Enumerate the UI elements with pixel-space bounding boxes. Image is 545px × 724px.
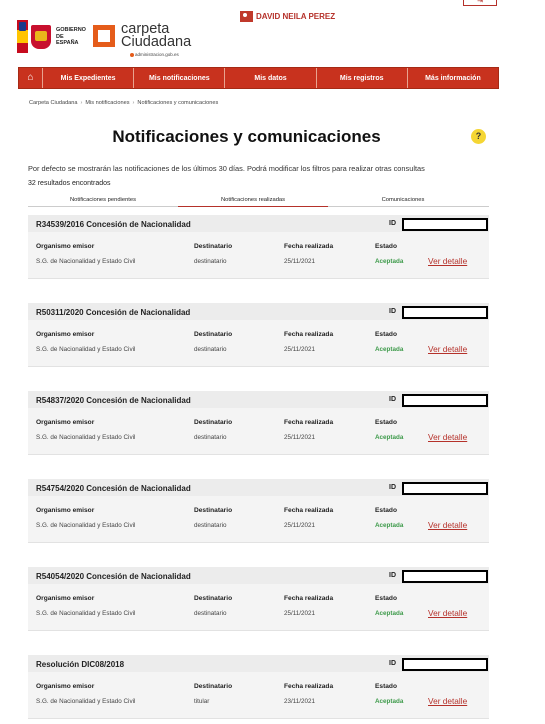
redacted-id (402, 394, 488, 407)
status-badge: Aceptada (375, 698, 404, 705)
tab-realizadas[interactable]: Notificaciones realizadas (178, 194, 328, 207)
label-fecha: Fecha realizada (284, 595, 334, 602)
nav-home-button[interactable] (19, 68, 43, 88)
value-emisor: S.G. de Nacionalidad y Estado Civil (36, 346, 136, 353)
notification-card (28, 391, 489, 455)
breadcrumb-item-current: Notificaciones y comunicaciones (137, 100, 219, 106)
nav-item-informacion[interactable]: Más información (425, 74, 481, 82)
value-destinatario: destinatario (194, 522, 227, 529)
status-badge: Aceptada (375, 346, 404, 353)
label-emisor: Organismo emisor (36, 507, 95, 514)
label-destinatario: Destinatario (194, 243, 233, 250)
brand-line1: carpeta (121, 21, 170, 37)
label-fecha: Fecha realizada (284, 331, 334, 338)
breadcrumb-item-notificaciones[interactable]: Mis notificaciones (85, 100, 130, 106)
breadcrumb (29, 100, 218, 106)
nav-item-notificaciones[interactable]: Mis notificaciones (134, 68, 225, 88)
value-destinatario: titular (194, 698, 210, 705)
ver-detalle-link[interactable]: Ver detalle (428, 608, 468, 618)
redacted-id (402, 218, 488, 231)
ver-detalle-link[interactable]: Ver detalle (428, 256, 468, 266)
ver-detalle-link[interactable]: Ver detalle (428, 344, 468, 354)
label-estado: Estado (375, 419, 397, 426)
value-destinatario: destinatario (194, 346, 227, 353)
label-emisor: Organismo emisor (36, 419, 95, 426)
card-header (28, 215, 489, 232)
tab-pendientes[interactable]: Notificaciones pendientes (69, 197, 137, 203)
logout-icon[interactable]: ⇥ (463, 0, 497, 6)
breadcrumb-separator-icon: › (80, 100, 83, 106)
id-label: ID (389, 308, 396, 315)
id-label: ID (389, 572, 396, 579)
label-destinatario: Destinatario (194, 595, 233, 602)
value-fecha: 23/11/2021 (284, 698, 316, 705)
user-card-icon (240, 11, 253, 22)
header (0, 0, 545, 62)
coat-of-arms-icon (31, 25, 51, 49)
help-icon[interactable]: ? (471, 129, 486, 144)
value-emisor: S.G. de Nacionalidad y Estado Civil (36, 434, 136, 441)
status-badge: Aceptada (375, 522, 404, 529)
value-fecha: 25/11/2021 (284, 610, 316, 617)
redacted-id (402, 658, 488, 671)
home-icon: ⌂ (27, 72, 34, 83)
notification-card (28, 303, 489, 367)
breadcrumb-separator-icon: › (132, 100, 135, 106)
notification-card (28, 479, 489, 543)
user-name: DAVID NEILA PEREZ (256, 12, 336, 21)
label-destinatario: Destinatario (194, 419, 233, 426)
label-destinatario: Destinatario (194, 331, 233, 338)
id-label: ID (389, 484, 396, 491)
value-emisor: S.G. de Nacionalidad y Estado Civil (36, 258, 136, 265)
label-emisor: Organismo emisor (36, 683, 95, 690)
status-badge: Aceptada (375, 258, 404, 265)
card-title: R34539/2016 Concesión de Nacionalidad (36, 220, 191, 229)
label-estado: Estado (375, 507, 397, 514)
brand-sub: administracion.gob.es (135, 52, 179, 57)
brand-line2: Ciudadana (121, 34, 192, 50)
value-destinatario: destinatario (194, 258, 227, 265)
tab-comunicaciones[interactable]: Comunicaciones (381, 197, 425, 203)
id-label: ID (389, 396, 396, 403)
ver-detalle-link[interactable]: Ver detalle (428, 432, 468, 442)
label-fecha: Fecha realizada (284, 683, 334, 690)
value-destinatario: destinatario (194, 434, 227, 441)
ver-detalle-link[interactable]: Ver detalle (428, 696, 468, 706)
value-fecha: 25/11/2021 (284, 346, 316, 353)
card-title: R54754/2020 Concesión de Nacionalidad (36, 484, 191, 493)
label-fecha: Fecha realizada (284, 243, 334, 250)
label-emisor: Organismo emisor (36, 595, 95, 602)
value-fecha: 25/11/2021 (284, 434, 316, 441)
label-estado: Estado (375, 243, 397, 250)
breadcrumb-item-carpeta[interactable]: Carpeta Ciudadana (29, 100, 78, 106)
label-estado: Estado (375, 595, 397, 602)
status-badge: Aceptada (375, 610, 404, 617)
tabs (28, 194, 489, 207)
label-estado: Estado (375, 683, 397, 690)
card-header (28, 391, 489, 408)
card-header (28, 655, 489, 672)
gov-logo-text: GOBIERNO DE ESPAÑA (56, 27, 86, 46)
id-label: ID (389, 660, 396, 667)
value-fecha: 25/11/2021 (284, 522, 316, 529)
nav-item-datos[interactable]: Mis datos (225, 68, 316, 88)
results-count: 32 resultados encontrados (28, 180, 111, 187)
spain-flag-icon (17, 20, 28, 53)
card-header (28, 303, 489, 320)
card-title: Resolución DIC08/2018 (36, 660, 125, 669)
notification-card (28, 567, 489, 631)
ver-detalle-link[interactable]: Ver detalle (428, 520, 468, 530)
value-destinatario: destinatario (194, 610, 227, 617)
redacted-id (402, 306, 488, 319)
label-destinatario: Destinatario (194, 507, 233, 514)
card-header (28, 567, 489, 584)
value-emisor: S.G. de Nacionalidad y Estado Civil (36, 522, 136, 529)
value-emisor: S.G. de Nacionalidad y Estado Civil (36, 610, 136, 617)
intro-text: Por defecto se mostrarán las notificaciones de los últimos 30 días. Podrá modificar los filtros para realizar otras consultas (28, 164, 425, 173)
card-title: R50311/2020 Concesión de Nacionalidad (36, 308, 191, 317)
label-emisor: Organismo emisor (36, 331, 95, 338)
notification-card (28, 655, 489, 719)
id-label: ID (389, 220, 396, 227)
redacted-id (402, 570, 488, 583)
label-destinatario: Destinatario (194, 683, 233, 690)
carpeta-mark-icon (93, 25, 115, 47)
label-emisor: Organismo emisor (36, 243, 95, 250)
notification-card (28, 215, 489, 279)
card-title: R54837/2020 Concesión de Nacionalidad (36, 396, 191, 405)
gobierno-espana-logo[interactable] (17, 20, 87, 53)
page-title: Notificaciones y comunicaciones (112, 127, 381, 146)
card-header (28, 479, 489, 496)
label-fecha: Fecha realizada (284, 507, 334, 514)
label-estado: Estado (375, 331, 397, 338)
main-nav (18, 67, 499, 89)
redacted-id (402, 482, 488, 495)
nav-item-expedientes[interactable]: Mis Expedientes (43, 68, 134, 88)
label-fecha: Fecha realizada (284, 419, 334, 426)
nav-item-registros[interactable]: Mis registros (317, 68, 408, 88)
admin-dot-icon (130, 53, 134, 57)
value-fecha: 25/11/2021 (284, 258, 316, 265)
status-badge: Aceptada (375, 434, 404, 441)
user-menu[interactable] (240, 11, 335, 22)
value-emisor: S.G. de Nacionalidad y Estado Civil (36, 698, 136, 705)
card-title: R54054/2020 Concesión de Nacionalidad (36, 572, 191, 581)
